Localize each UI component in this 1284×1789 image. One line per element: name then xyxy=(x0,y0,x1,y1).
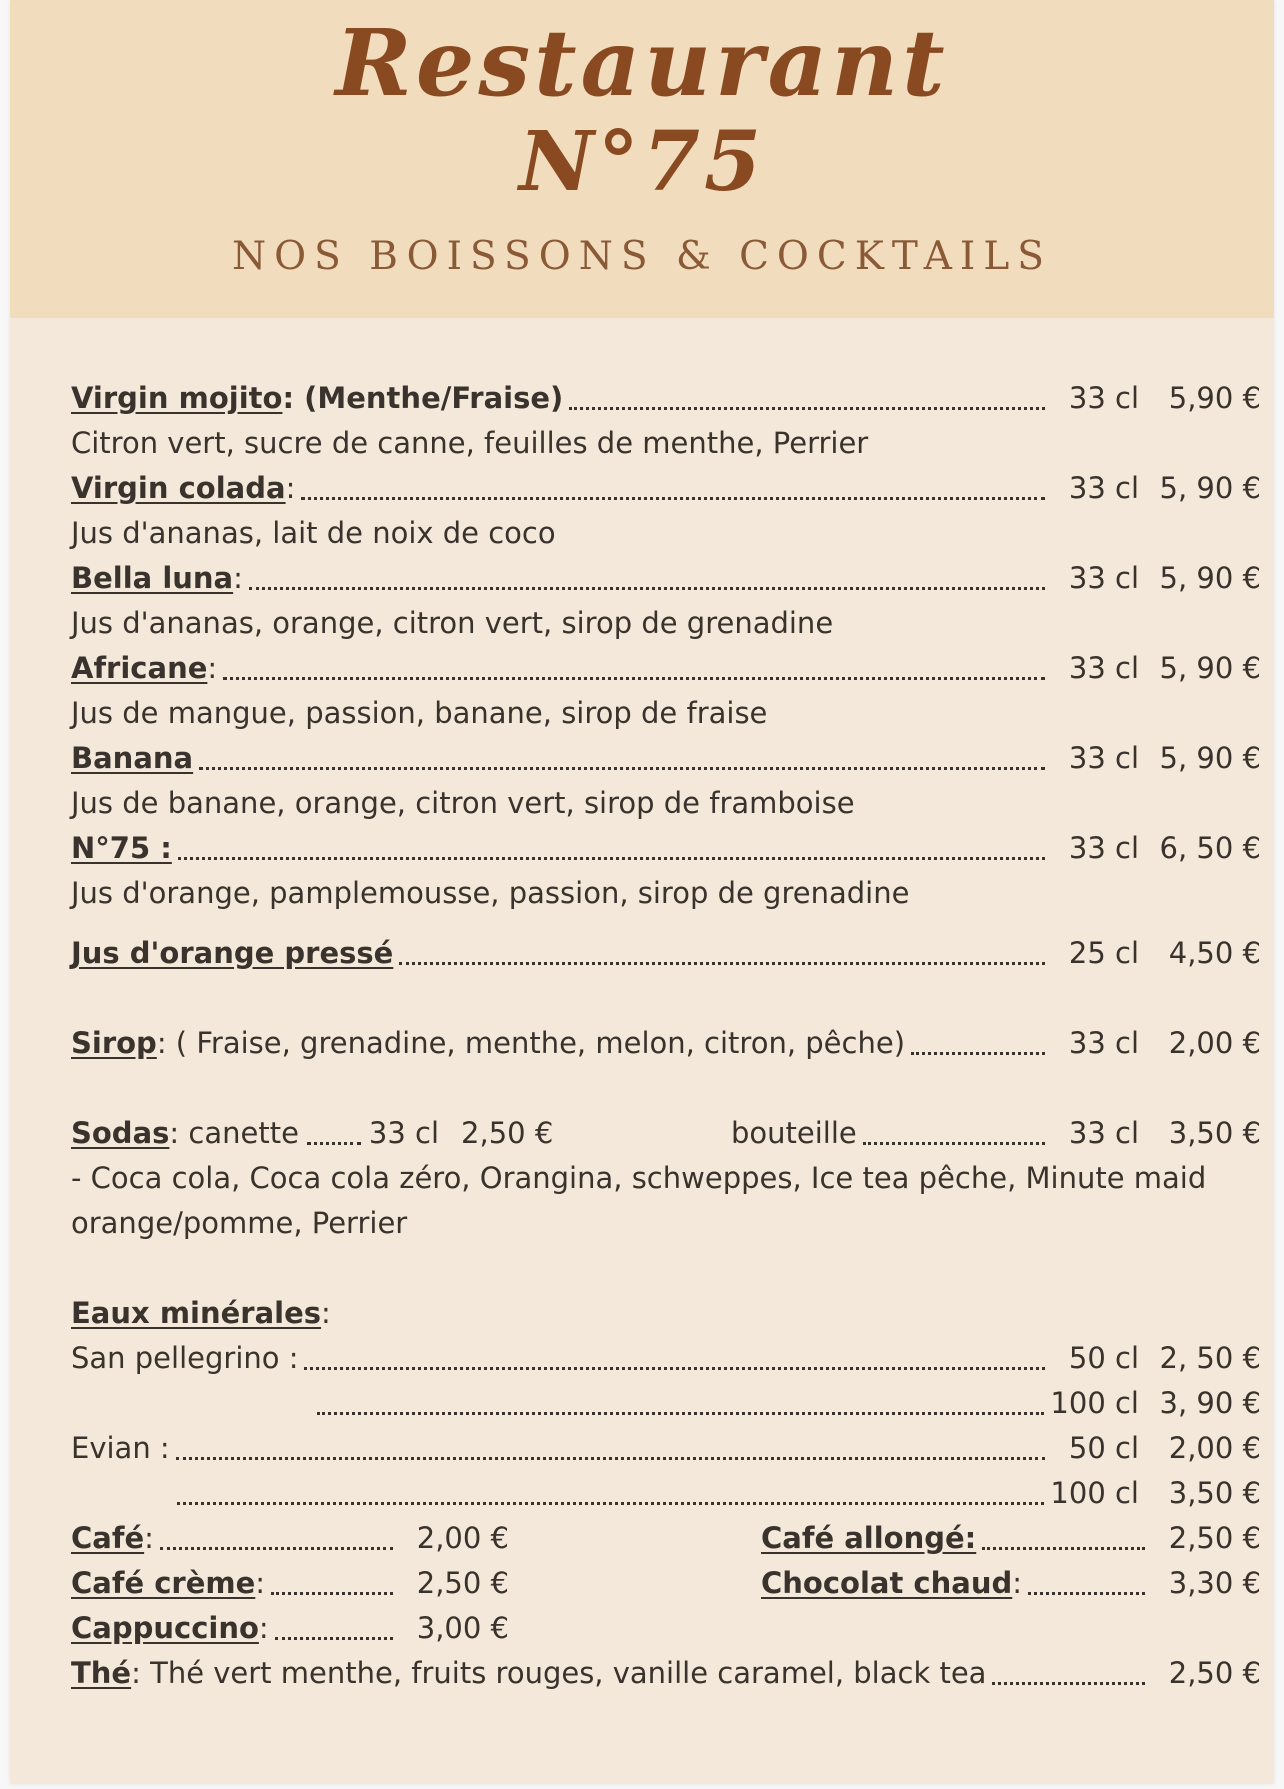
dot-leader xyxy=(199,747,1045,770)
drink-price: 6, 50 € xyxy=(1159,831,1261,865)
water-row-evian-50 xyxy=(71,1426,1261,1470)
drink-price: 5, 90 € xyxy=(1159,561,1261,595)
soda-description: - Coca cola, Coca cola zéro, Orangina, schweppes, Ice tea pêche, Minute maid orange/pomme, Perrier xyxy=(71,1161,1207,1240)
water-price: 3,50 € xyxy=(1168,1476,1261,1510)
menu-row-banana xyxy=(71,736,1261,780)
drink-volume: 33 cl xyxy=(1068,741,1139,775)
soda-can-row xyxy=(71,1111,571,1155)
drink-suffix: : xyxy=(285,471,296,505)
drink-name: Bella luna xyxy=(71,561,234,595)
drink-price: 3,30 € xyxy=(1168,1566,1261,1600)
menu-row-sirop xyxy=(71,1021,1261,1065)
drink-name: Thé xyxy=(71,1656,132,1690)
drink-price: 5, 90 € xyxy=(1159,471,1261,505)
drink-description: Jus d'ananas, orange, citron vert, sirop de grenadine xyxy=(71,606,834,640)
drink-price: 3,00 € xyxy=(416,1611,509,1645)
water-volume: 50 cl xyxy=(1068,1341,1139,1375)
water-row-evian-100 xyxy=(171,1471,1261,1515)
dot-leader xyxy=(304,1347,1045,1370)
drink-price: 4,50 € xyxy=(1168,936,1261,970)
menu-row-chocolat-chaud xyxy=(761,1561,1261,1605)
dot-leader xyxy=(863,1122,1045,1145)
menu-row-cafe-allonge xyxy=(761,1516,1261,1560)
drink-suffix: : Thé vert menthe, fruits rouges, vanille caramel, black tea xyxy=(131,1656,987,1690)
dot-leader xyxy=(982,1527,1145,1550)
drink-name: N°75 : xyxy=(71,831,172,865)
drink-description: Jus d'orange, pamplemousse, passion, sirop de grenadine xyxy=(71,876,910,910)
drink-name: Sodas xyxy=(71,1116,170,1150)
drink-volume: 25 cl xyxy=(1068,936,1139,970)
dot-leader xyxy=(1028,1572,1145,1595)
drink-description: Jus de mangue, passion, banane, sirop de fraise xyxy=(71,696,768,730)
dot-leader xyxy=(177,1482,1044,1505)
menu-subtitle: NOS BOISSONS & COCKTAILS xyxy=(232,234,1052,279)
section-name: Eaux minérales xyxy=(71,1296,322,1330)
dot-leader xyxy=(307,1122,361,1145)
drink-name: Sirop xyxy=(71,1026,157,1060)
dot-leader xyxy=(992,1662,1145,1685)
drink-name: Chocolat chaud xyxy=(761,1566,1013,1600)
dot-leader xyxy=(176,1437,1045,1460)
menu-row-cappuccino xyxy=(71,1606,509,1650)
restaurant-number: N°75 xyxy=(518,114,766,210)
drink-suffix: : xyxy=(255,1566,266,1600)
dot-leader xyxy=(223,657,1045,680)
drink-description: Citron vert, sucre de canne, feuilles de menthe, Perrier xyxy=(71,426,869,460)
water-price: 2,00 € xyxy=(1168,1431,1261,1465)
drink-price: 2,50 € xyxy=(1168,1656,1261,1690)
menu-row-cafe-creme xyxy=(71,1561,509,1605)
drink-suffix: : (Menthe/Fraise) xyxy=(282,381,564,415)
drink-name: Café allongé: xyxy=(761,1521,977,1555)
dot-leader xyxy=(317,1392,1044,1415)
drink-volume: 33 cl xyxy=(1068,831,1139,865)
dot-leader xyxy=(569,387,1045,410)
water-price: 2, 50 € xyxy=(1159,1341,1261,1375)
drink-price: 2,00 € xyxy=(1168,1026,1261,1060)
drink-price: 5, 90 € xyxy=(1159,741,1261,775)
menu-row-the xyxy=(71,1651,1261,1695)
water-label: San pellegrino : xyxy=(71,1341,299,1375)
dot-leader xyxy=(911,1032,1045,1055)
drink-suffix: : xyxy=(258,1611,269,1645)
menu-row-virgin-colada xyxy=(71,466,1261,510)
drink-suffix: : ( Fraise, grenadine, menthe, melon, citron, pêche) xyxy=(156,1026,906,1060)
menu-row-orange-juice xyxy=(71,931,1261,975)
drink-name: Jus d'orange pressé xyxy=(71,936,394,970)
menu-row-virgin-mojito xyxy=(71,376,1261,420)
drink-suffix: : xyxy=(144,1521,154,1555)
soda-can-label: : canette xyxy=(169,1116,299,1150)
water-row-san-pellegrino-100 xyxy=(311,1381,1261,1425)
drink-price: 2,00 € xyxy=(416,1521,509,1555)
water-row-san-pellegrino-50 xyxy=(71,1336,1261,1380)
water-volume: 50 cl xyxy=(1068,1431,1139,1465)
menu-row-africane xyxy=(71,646,1261,690)
drink-description: Jus d'ananas, lait de noix de coco xyxy=(71,516,556,550)
mineral-waters-heading xyxy=(71,1291,1261,1335)
drink-suffix: : xyxy=(207,651,218,685)
restaurant-title: Restaurant xyxy=(335,9,949,117)
menu-row-n75 xyxy=(71,826,1261,870)
dot-leader xyxy=(275,1617,393,1640)
water-label: Evian : xyxy=(71,1431,170,1465)
drink-suffix: : xyxy=(1012,1566,1023,1600)
dot-leader xyxy=(178,837,1045,860)
menu-row-cafe xyxy=(71,1516,509,1560)
drink-volume: 33 cl xyxy=(1068,561,1139,595)
dot-leader xyxy=(160,1527,393,1550)
drink-name: Africane xyxy=(71,651,208,685)
drink-price: 5,90 € xyxy=(1168,381,1261,415)
water-volume: 100 cl xyxy=(1050,1386,1139,1420)
soda-can-price: 2,50 € xyxy=(461,1116,554,1150)
drink-suffix: : xyxy=(233,561,243,595)
soda-bottle-volume: 33 cl xyxy=(1068,1116,1139,1150)
drink-name: Café crème xyxy=(71,1566,256,1600)
drink-name: Café xyxy=(71,1521,145,1555)
drink-name: Banana xyxy=(71,741,194,775)
drink-price: 2,50 € xyxy=(416,1566,509,1600)
drink-name: Virgin mojito xyxy=(71,381,283,415)
menu-row-bella-luna xyxy=(71,556,1261,600)
dot-leader xyxy=(399,942,1045,965)
drink-price: 5, 90 € xyxy=(1159,651,1261,685)
soda-bottle-label: bouteille xyxy=(731,1116,857,1150)
menu-header xyxy=(10,0,1274,318)
dot-leader xyxy=(271,1572,393,1595)
section-suffix: : xyxy=(321,1296,331,1330)
soda-can-volume: 33 cl xyxy=(368,1116,440,1150)
dot-leader xyxy=(249,567,1045,590)
water-price: 3, 90 € xyxy=(1159,1386,1261,1420)
drink-volume: 33 cl xyxy=(1068,651,1139,685)
water-volume: 100 cl xyxy=(1050,1476,1139,1510)
dot-leader xyxy=(301,477,1045,500)
menu-page xyxy=(10,0,1274,1784)
soda-bottle-price: 3,50 € xyxy=(1168,1116,1261,1150)
drink-price: 2,50 € xyxy=(1168,1521,1261,1555)
drink-name: Virgin colada xyxy=(71,471,286,505)
drink-volume: 33 cl xyxy=(1068,381,1139,415)
drink-volume: 33 cl xyxy=(1068,1026,1139,1060)
drink-name: Cappuccino xyxy=(71,1611,259,1645)
drink-volume: 33 cl xyxy=(1068,471,1139,505)
soda-bottle-row xyxy=(731,1111,1261,1155)
drink-description: Jus de banane, orange, citron vert, sirop de framboise xyxy=(71,786,855,820)
